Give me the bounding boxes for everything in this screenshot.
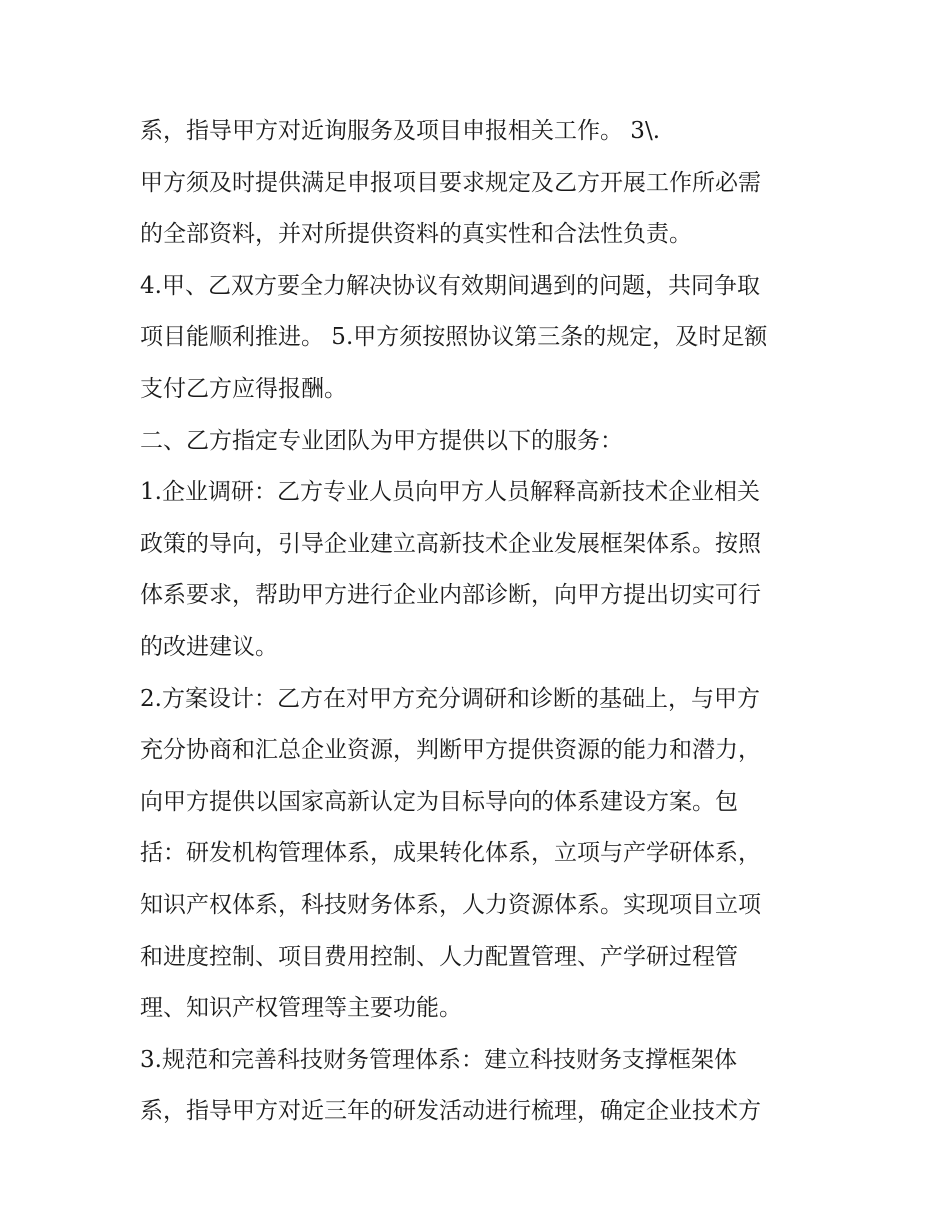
text-line: 括：研发机构管理体系，成果转化体系，立项与产学研体系，: [140, 840, 761, 867]
text-line: 向甲方提供以国家高新认定为目标导向的体系建设方案。包: [140, 788, 738, 815]
text-line: 和进度控制、项目费用控制、人力配置管理、产学研过程管: [140, 943, 738, 970]
section-heading: 二、乙方指定专业团队为甲方提供以下的服务：: [140, 427, 623, 454]
text-line: 系，指导甲方对近询服务及项目申报相关工作。 3\.: [140, 118, 661, 144]
text-line: 政策的导向，引导企业建立高新技术企业发展框架体系。按照: [140, 530, 761, 557]
text-line: 1.企业调研：乙方专业人员向甲方人员解释高新技术企业相关: [140, 479, 760, 506]
document-body: [140, 106, 830, 1138]
text-line: 系，指导甲方对近三年的研发活动进行梳理，确定企业技术方: [140, 1098, 761, 1125]
text-line: 的全部资料，并对所提供资料的真实性和合法性负责。: [140, 221, 692, 248]
text-line: 项目能顺利推进。 5.甲方须按照协议第三条的规定，及时足额: [140, 324, 768, 351]
text-line: 4.甲、乙双方要全力解决协议有效期间遇到的问题，共同争取: [140, 272, 760, 299]
text-line: 体系要求，帮助甲方进行企业内部诊断，向甲方提出切实可行: [140, 582, 761, 609]
text-line: 理、知识产权管理等主要功能。: [140, 995, 462, 1022]
text-line: 2.方案设计：乙方在对甲方充分调研和诊断的基础上，与甲方: [140, 685, 760, 712]
text-line: 充分协商和汇总企业资源，判断甲方提供资源的能力和潜力，: [140, 737, 761, 764]
text-line: 知识产权体系，科技财务体系，人力资源体系。实现项目立项: [140, 891, 761, 918]
text-line: 的改进建议。: [140, 633, 278, 660]
text-line: 甲方须及时提供满足申报项目要求规定及乙方开展工作所必需: [140, 169, 761, 196]
text-line: 支付乙方应得报酬。: [140, 375, 347, 402]
text-line: 3.规范和完善科技财务管理体系：建立科技财务支撑框架体: [140, 1046, 737, 1073]
